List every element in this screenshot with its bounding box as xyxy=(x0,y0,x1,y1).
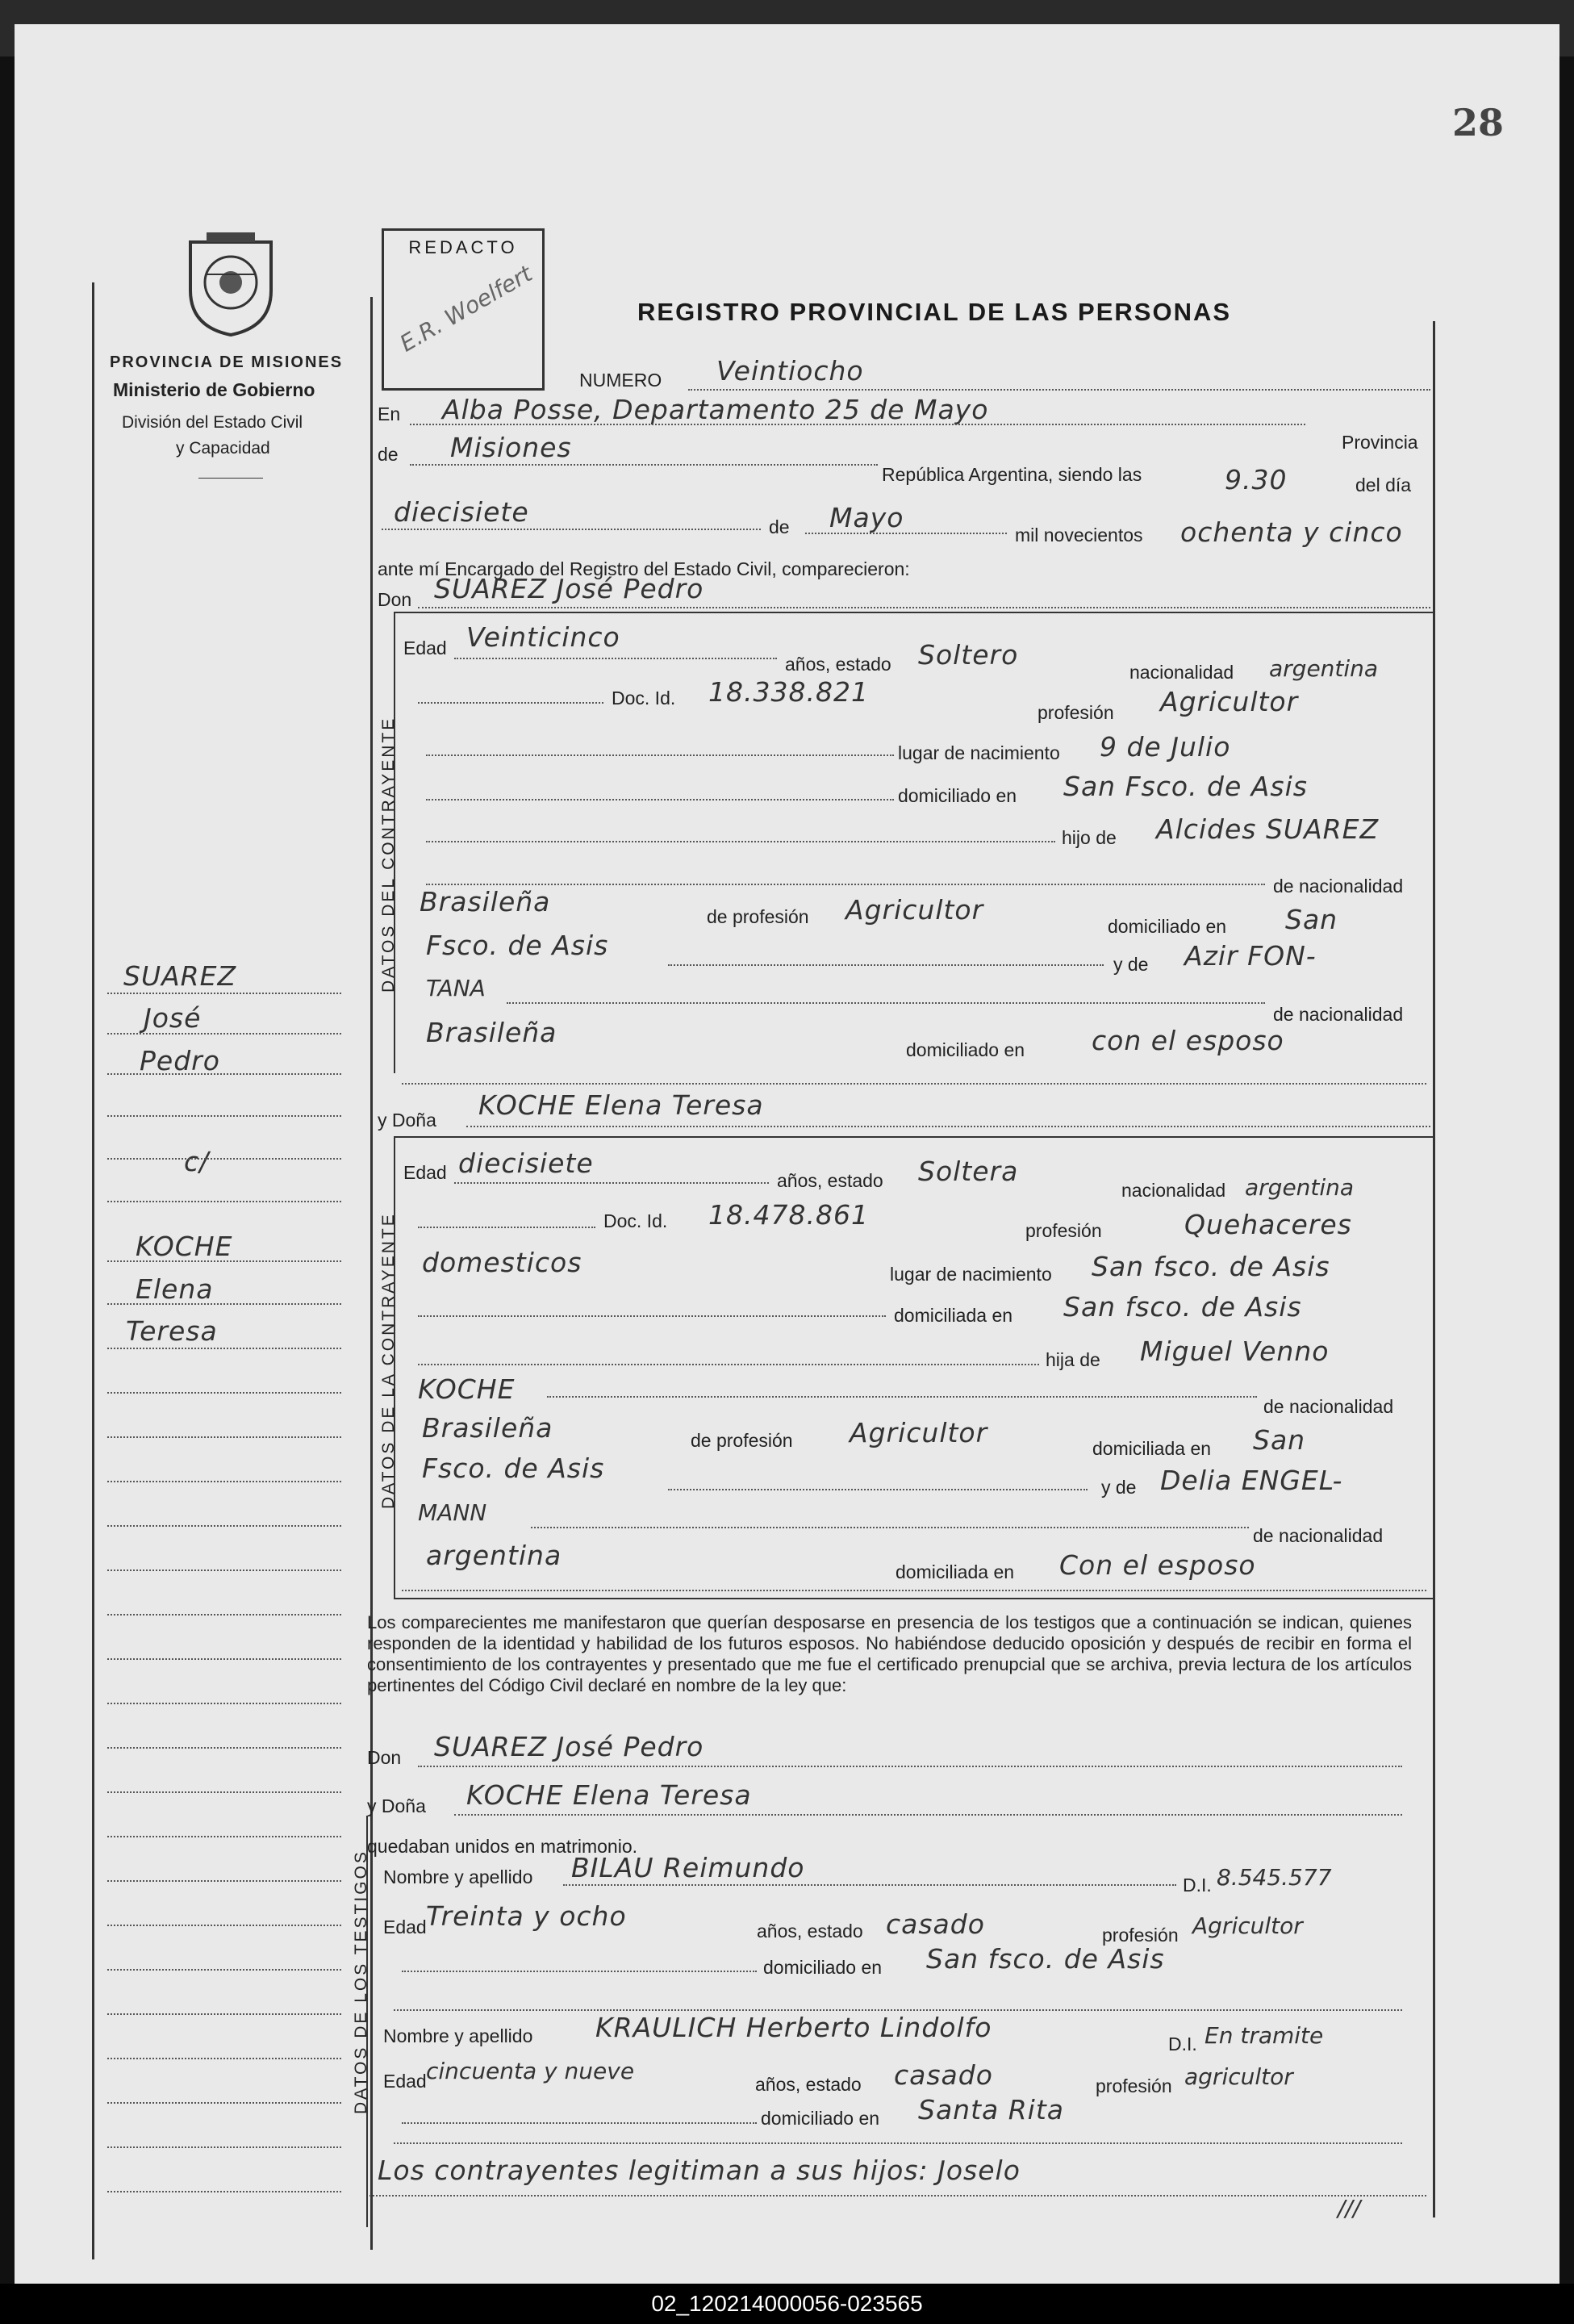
left-border xyxy=(92,282,94,2259)
margin-name: c/ xyxy=(184,1146,210,1177)
page-number: 28 xyxy=(1452,101,1505,144)
f-lugar-nac: San fsco. de Asis xyxy=(1092,1251,1330,1282)
hija-de-label: hija de xyxy=(1046,1349,1100,1370)
provincia-value: Misiones xyxy=(450,432,572,463)
c-edad: Veinticinco xyxy=(466,621,620,653)
c-lugar-nac: 9 de Julio xyxy=(1100,731,1231,763)
margin-name: Teresa xyxy=(126,1315,218,1347)
t1-di: 8.545.577 xyxy=(1217,1864,1332,1891)
document-page xyxy=(15,24,1559,2284)
dia-value: diecisiete xyxy=(394,496,529,528)
f-padre2: KOCHE xyxy=(418,1373,516,1405)
f-padre-nac: Brasileña xyxy=(422,1412,553,1444)
margin-name: SUAREZ xyxy=(123,960,237,992)
t2-nombre: KRAULICH Herberto Lindolfo xyxy=(595,2012,992,2043)
domiciliada-label: domiciliada en xyxy=(1092,1438,1212,1459)
t1-profesion: Agricultor xyxy=(1192,1912,1303,1939)
section-label-contrayente-f: DATOS DE LA CONTRAYENTE xyxy=(379,1212,398,1509)
margin-name: José xyxy=(144,1002,202,1034)
de2-label: de xyxy=(769,516,790,537)
f-madre-dom: Con el esposo xyxy=(1059,1549,1256,1581)
f-profesion2: domesticos xyxy=(422,1247,582,1278)
lugar-value: Alba Posse, Departamento 25 de Mayo xyxy=(442,394,989,425)
f-padre-prof: Agricultor xyxy=(850,1417,988,1448)
en-label: En xyxy=(378,403,401,424)
document-title: REGISTRO PROVINCIAL DE LAS PERSONAS xyxy=(637,298,1232,326)
f-domicilio: San fsco. de Asis xyxy=(1063,1291,1302,1323)
f-madre-nac: argentina xyxy=(426,1540,562,1571)
estado-label: años, estado xyxy=(785,654,891,675)
f-madre: Delia ENGEL- xyxy=(1160,1465,1343,1496)
de-nacionalidad-label: de nacionalidad xyxy=(1273,1004,1404,1025)
edad-label: Edad xyxy=(403,637,447,658)
hijo-de-label: hijo de xyxy=(1062,827,1117,848)
margin-name: KOCHE xyxy=(136,1231,233,1262)
t1-edad: Treinta y ocho xyxy=(426,1900,627,1932)
doc-label: Doc. Id. xyxy=(612,688,676,708)
final-dona: KOCHE Elena Teresa xyxy=(466,1779,752,1811)
f-estado: Soltera xyxy=(918,1156,1019,1187)
c-domicilio: San Fsco. de Asis xyxy=(1063,771,1308,802)
de-nacionalidad-label: de nacionalidad xyxy=(1253,1525,1384,1546)
division-label: División del Estado Civil xyxy=(122,413,303,432)
lugar-nac-label: lugar de nacimiento xyxy=(890,1264,1052,1285)
t2-profesion: agricultor xyxy=(1184,2063,1293,2090)
domiciliada-label: domiciliada en xyxy=(894,1305,1013,1326)
redacto-stamp xyxy=(382,228,545,391)
hora-value: 9.30 xyxy=(1225,464,1288,495)
quedaban-label: quedaban unidos en matrimonio. xyxy=(367,1836,638,1857)
line xyxy=(394,612,1434,613)
de-profesion-label: de profesión xyxy=(707,906,809,927)
di-label: D.I. xyxy=(1183,1875,1212,1896)
t2-edad: cincuenta y nueve xyxy=(426,2058,635,2084)
right-border xyxy=(1433,321,1435,2217)
dona-value: KOCHE Elena Teresa xyxy=(478,1089,764,1121)
provincia-label: Provincia xyxy=(1342,432,1418,453)
t1-nombre: BILAU Reimundo xyxy=(571,1852,805,1883)
don-label: Don xyxy=(367,1747,402,1768)
estado-label: años, estado xyxy=(777,1170,883,1191)
profesion-label: profesión xyxy=(1096,2075,1172,2096)
c-madre: Azir FON- xyxy=(1184,940,1317,972)
de-nacionalidad-label: de nacionalidad xyxy=(1273,876,1404,897)
republica-label: República Argentina, siendo las xyxy=(882,464,1142,485)
declaration-paragraph: Los comparecientes me manifestaron que querían desposarse en presencia de los testigos que a continuación se indican, quienes responden de la identidad y habilidad de los futuros esposos. No habiéndose deducido oposición y después de recibir en forma el consentimiento de los contrayentes y presentado que me fue el certificado prenupcial que se archiva, previa lectura de los artículos pertinentes del Código Civil declaré en nombre de la ley que: xyxy=(367,1612,1412,1695)
mes-value: Mayo xyxy=(829,502,904,533)
domiciliada-text: domiciliada en xyxy=(896,1561,1015,1582)
mil-label: mil novecientos xyxy=(1015,525,1143,545)
t2-domicilio: Santa Rita xyxy=(918,2094,1064,2125)
f-doc: 18.478.861 xyxy=(708,1199,869,1231)
domiciliado-label: domiciliado en xyxy=(763,1957,883,1978)
c-madre2: TANA xyxy=(426,975,486,1001)
de-profesion-label: de profesión xyxy=(691,1430,793,1451)
line xyxy=(394,1598,1434,1599)
divider xyxy=(198,478,263,479)
numero-label: NUMERO xyxy=(579,370,662,391)
don-value: SUAREZ José Pedro xyxy=(434,573,704,604)
di-label: D.I. xyxy=(1168,2034,1197,2054)
profesion-label: profesión xyxy=(1025,1220,1102,1241)
closing-note: Los contrayentes legitiman a sus hijos: Joselo xyxy=(378,2155,1021,2186)
nombre-label: Nombre y apellido xyxy=(383,1866,533,1887)
t1-estado: casado xyxy=(886,1908,985,1940)
y-dona-label: y Doña xyxy=(378,1110,436,1131)
final-don: SUAREZ José Pedro xyxy=(434,1731,704,1762)
c-profesion: Agricultor xyxy=(1160,686,1299,717)
stamp-title: REDACTO xyxy=(408,237,518,257)
provincial-seal-icon xyxy=(182,226,279,339)
closing-mark: /// xyxy=(1338,2195,1361,2222)
y-de-label: y de xyxy=(1113,954,1149,975)
c-nacionalidad: argentina xyxy=(1269,655,1379,682)
t1-domicilio: San fsco. de Asis xyxy=(926,1943,1165,1975)
line xyxy=(394,1136,1434,1138)
margin-name: Elena xyxy=(136,1273,214,1305)
t2-di: En tramite xyxy=(1205,2022,1324,2049)
de-label: de xyxy=(378,444,399,465)
y-de-label: y de xyxy=(1101,1477,1137,1498)
f-padre-dom: San xyxy=(1253,1424,1306,1456)
nacionalidad-label: nacionalidad xyxy=(1121,1180,1226,1201)
f-padre-dom2: Fsco. de Asis xyxy=(422,1452,605,1484)
f-padre: Miguel Venno xyxy=(1140,1335,1330,1367)
anio-value: ochenta y cinco xyxy=(1180,516,1403,548)
nacionalidad-label: nacionalidad xyxy=(1129,662,1234,683)
estado-label: años, estado xyxy=(755,2074,862,2095)
footer-id: 02_120214000056-023565 xyxy=(0,2284,1574,2324)
f-madre2: MANN xyxy=(418,1499,487,1526)
c-padre-nac: Brasileña xyxy=(420,886,551,917)
y-dona-label: y Doña xyxy=(367,1795,426,1816)
edad-label: Edad xyxy=(383,1916,427,1937)
ministry-label: Ministerio de Gobierno xyxy=(113,379,315,400)
c-estado: Soltero xyxy=(918,639,1019,671)
c-padre-dom: San xyxy=(1285,904,1338,935)
profesion-label: profesión xyxy=(1038,702,1114,723)
f-profesion: Quehaceres xyxy=(1184,1209,1352,1240)
del-dia-label: del día xyxy=(1355,474,1412,495)
estado-label: años, estado xyxy=(757,1921,863,1942)
domiciliada-struck-label xyxy=(896,1561,1014,1583)
margin-name: Pedro xyxy=(140,1045,220,1076)
division-label-2: y Capacidad xyxy=(176,439,270,458)
c-madre-dom: con el esposo xyxy=(1092,1025,1284,1056)
c-padre-prof: Agricultor xyxy=(845,894,984,926)
section-label-contrayente: DATOS DEL CONTRAYENTE xyxy=(379,716,398,993)
c-padre-dom2: Fsco. de Asis xyxy=(426,930,609,961)
t2-estado: casado xyxy=(894,2059,993,2091)
de-nacionalidad-label: de nacionalidad xyxy=(1263,1396,1394,1417)
nombre-label: Nombre y apellido xyxy=(383,2025,533,2046)
c-madre-nac: Brasileña xyxy=(426,1017,557,1048)
lugar-nac-label: lugar de nacimiento xyxy=(898,742,1060,763)
f-edad: diecisiete xyxy=(458,1147,594,1179)
edad-label: Edad xyxy=(383,2071,427,2092)
edad-label: Edad xyxy=(403,1162,447,1183)
stamp-handwriting: E.R. Woelfert xyxy=(395,260,537,357)
profesion-label: profesión xyxy=(1102,1925,1179,1946)
don-label: Don xyxy=(378,589,412,610)
province-label: PROVINCIA DE MISIONES xyxy=(110,353,344,371)
domiciliado-struck-label xyxy=(906,1039,1025,1061)
section-label-testigos: DATOS DE LOS TESTIGOS xyxy=(352,1850,370,2114)
numero-value: Veintiocho xyxy=(716,355,864,387)
ante-mi-label: ante mí Encargado del Registro del Estado Civil, comparecieron: xyxy=(378,558,910,579)
c-padre: Alcides SUAREZ xyxy=(1156,813,1380,845)
domiciliado-label: domiciliado en xyxy=(761,2108,880,2129)
domiciliado-text: domiciliado en xyxy=(906,1039,1025,1060)
doc-label: Doc. Id. xyxy=(603,1210,668,1231)
domiciliado-label: domiciliado en xyxy=(1108,916,1227,937)
domiciliado-label: domiciliado en xyxy=(898,785,1017,806)
c-doc: 18.338.821 xyxy=(708,676,869,708)
f-nacionalidad: argentina xyxy=(1245,1174,1355,1201)
